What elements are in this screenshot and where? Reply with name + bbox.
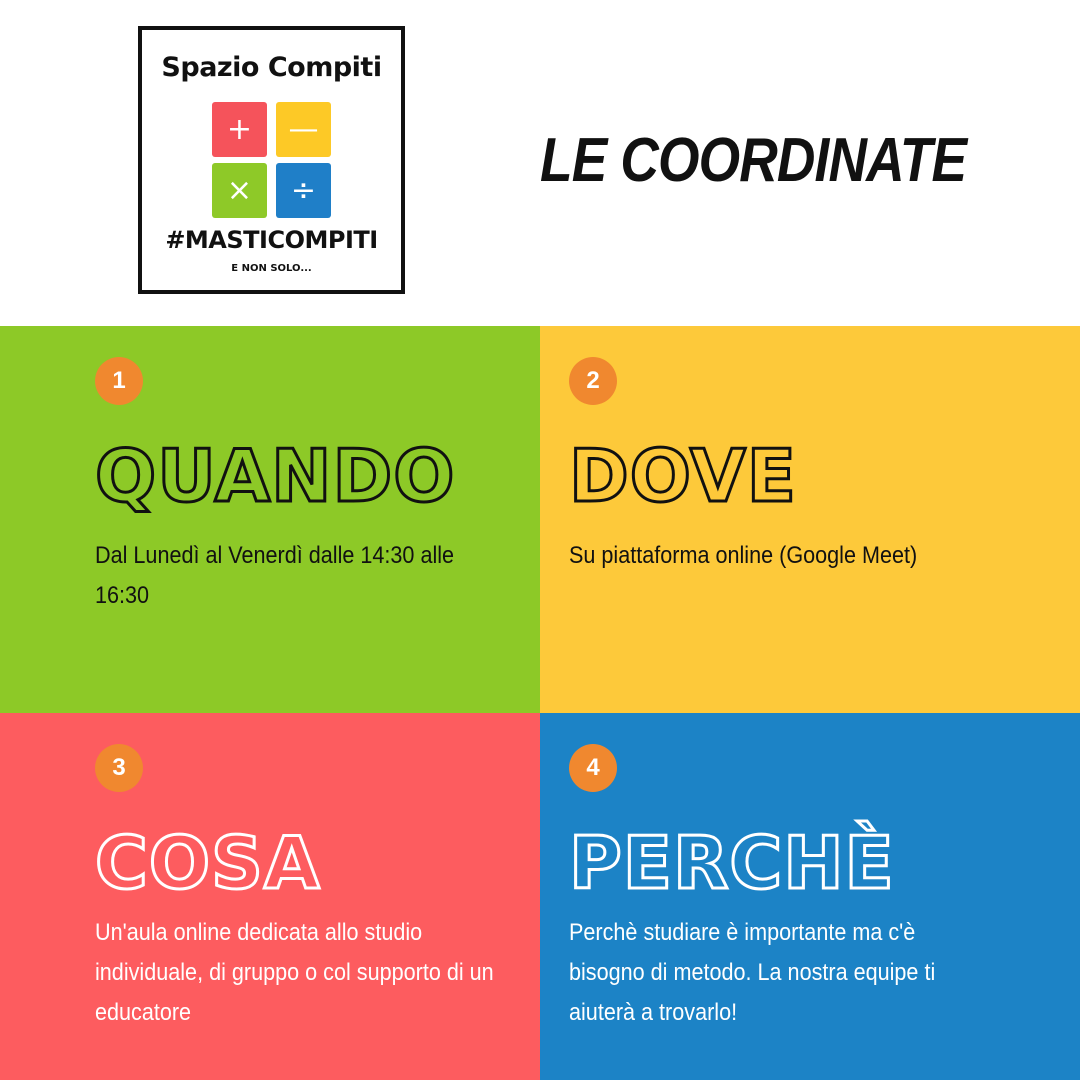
section-text: Dal Lunedì al Venerdì dalle 14:30 alle 16:30 <box>95 542 455 609</box>
number-badge: 3 <box>95 744 143 792</box>
times-icon: × <box>212 163 267 218</box>
logo-tagline: E NON SOLO... <box>231 263 312 274</box>
number-badge: 1 <box>95 357 143 405</box>
quadrant-why <box>540 713 1080 1080</box>
page-title: LE COORDINATE <box>540 126 967 195</box>
divide-icon: ÷ <box>276 163 331 218</box>
quadrant-what <box>0 713 540 1080</box>
plus-icon: + <box>212 102 267 157</box>
section-heading: QUANDO <box>95 434 456 518</box>
section-text: Un'aula online dedicata allo studio individuale, di gruppo o col supporto di un educatore <box>95 919 494 1026</box>
section-heading: COSA <box>95 821 321 905</box>
quadrant-where <box>540 326 1080 713</box>
section-heading: DOVE <box>569 434 797 518</box>
logo <box>138 26 405 294</box>
number-badge: 2 <box>569 357 617 405</box>
number-badge: 4 <box>569 744 617 792</box>
quadrant-when <box>0 326 540 713</box>
logo-hashtag: #MASTICOMPITI <box>165 226 378 254</box>
section-text: Su piattaforma online (Google Meet) <box>569 542 918 569</box>
section-text: Perchè studiare è importante ma c'è bisogno di metodo. La nostra equipe ti aiuterà a trovarlo! <box>569 919 936 1026</box>
section-heading: PERCHÈ <box>569 821 895 905</box>
minus-icon: — <box>276 102 331 157</box>
logo-title: Spazio Compiti <box>161 52 382 83</box>
